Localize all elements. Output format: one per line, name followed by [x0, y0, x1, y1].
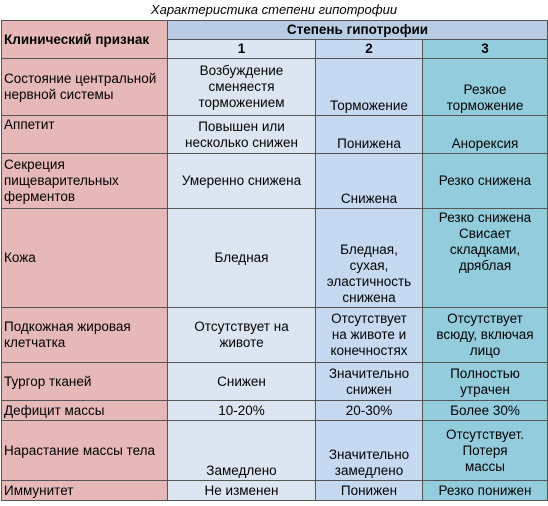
table-row	[2, 209, 548, 308]
table-row	[2, 116, 548, 154]
row-label: Секреция пищеварительных ферментов	[2, 154, 168, 209]
table-row	[2, 308, 548, 363]
degree-3-cell: Резко снижена Свисает складками, дряблая	[423, 209, 548, 308]
header-degree-1: 1	[168, 40, 316, 59]
degree-3-cell: Более 30%	[423, 401, 548, 421]
degree-3-cell: Полностью утрачен	[423, 363, 548, 401]
degree-1-cell: Повышен или несколько снижен	[168, 116, 316, 154]
degree-2-cell: Понижена	[316, 116, 423, 154]
degree-2-cell: Торможение	[316, 59, 423, 116]
table-row	[2, 481, 548, 501]
degree-2-cell: 20-30%	[316, 401, 423, 421]
degree-2-cell: Снижена	[316, 154, 423, 209]
degree-3-cell: Отсутствует. Потеря массы	[423, 421, 548, 481]
degree-3-cell: Резкое торможение	[423, 59, 548, 116]
header-degree-2: 2	[316, 40, 423, 59]
degree-1-cell: Замедлено	[168, 421, 316, 481]
table-row	[2, 154, 548, 209]
degree-1-cell: Бледная	[168, 209, 316, 308]
row-label: Кожа	[2, 209, 168, 308]
degree-1-cell: Умеренно снижена	[168, 154, 316, 209]
degree-1-cell: 10-20%	[168, 401, 316, 421]
degree-2-cell: Отсутствует на животе и конечностях	[316, 308, 423, 363]
row-label: Нарастание массы тела	[2, 421, 168, 481]
hypotrophy-table	[1, 20, 548, 501]
row-label: Аппетит	[2, 116, 168, 154]
row-label: Тургор тканей	[2, 363, 168, 401]
row-label: Иммунитет	[2, 481, 168, 501]
degree-3-cell: Резко понижен	[423, 481, 548, 501]
table-row	[2, 59, 548, 116]
header-degree: Степень гипотрофии	[168, 21, 548, 40]
degree-3-cell: Отсутствует всюду, включая лицо	[423, 308, 548, 363]
table-caption: Характеристика степени гипотрофии	[150, 2, 398, 17]
degree-2-cell: Значительно снижен	[316, 363, 423, 401]
degree-3-cell: Резко снижена	[423, 154, 548, 209]
degree-1-cell: Не изменен	[168, 481, 316, 501]
degree-2-cell: Значительно замедлено	[316, 421, 423, 481]
degree-1-cell: Возбуждение сменяестя торможением	[168, 59, 316, 116]
table-row	[2, 363, 548, 401]
row-label: Подкожная жировая клетчатка	[2, 308, 168, 363]
row-label: Дефицит массы	[2, 401, 168, 421]
header-row-1	[2, 21, 548, 40]
degree-2-cell: Бледная, сухая, эластичность снижена	[316, 209, 423, 308]
row-label: Состояние центральной нервной системы	[2, 59, 168, 116]
table-row	[2, 401, 548, 421]
table-row	[2, 421, 548, 481]
degree-1-cell: Снижен	[168, 363, 316, 401]
degree-1-cell: Отсутствует на животе	[168, 308, 316, 363]
header-sign: Клинический признак	[2, 21, 168, 59]
degree-2-cell: Понижен	[316, 481, 423, 501]
header-degree-3: 3	[423, 40, 548, 59]
degree-3-cell: Анорексия	[423, 116, 548, 154]
